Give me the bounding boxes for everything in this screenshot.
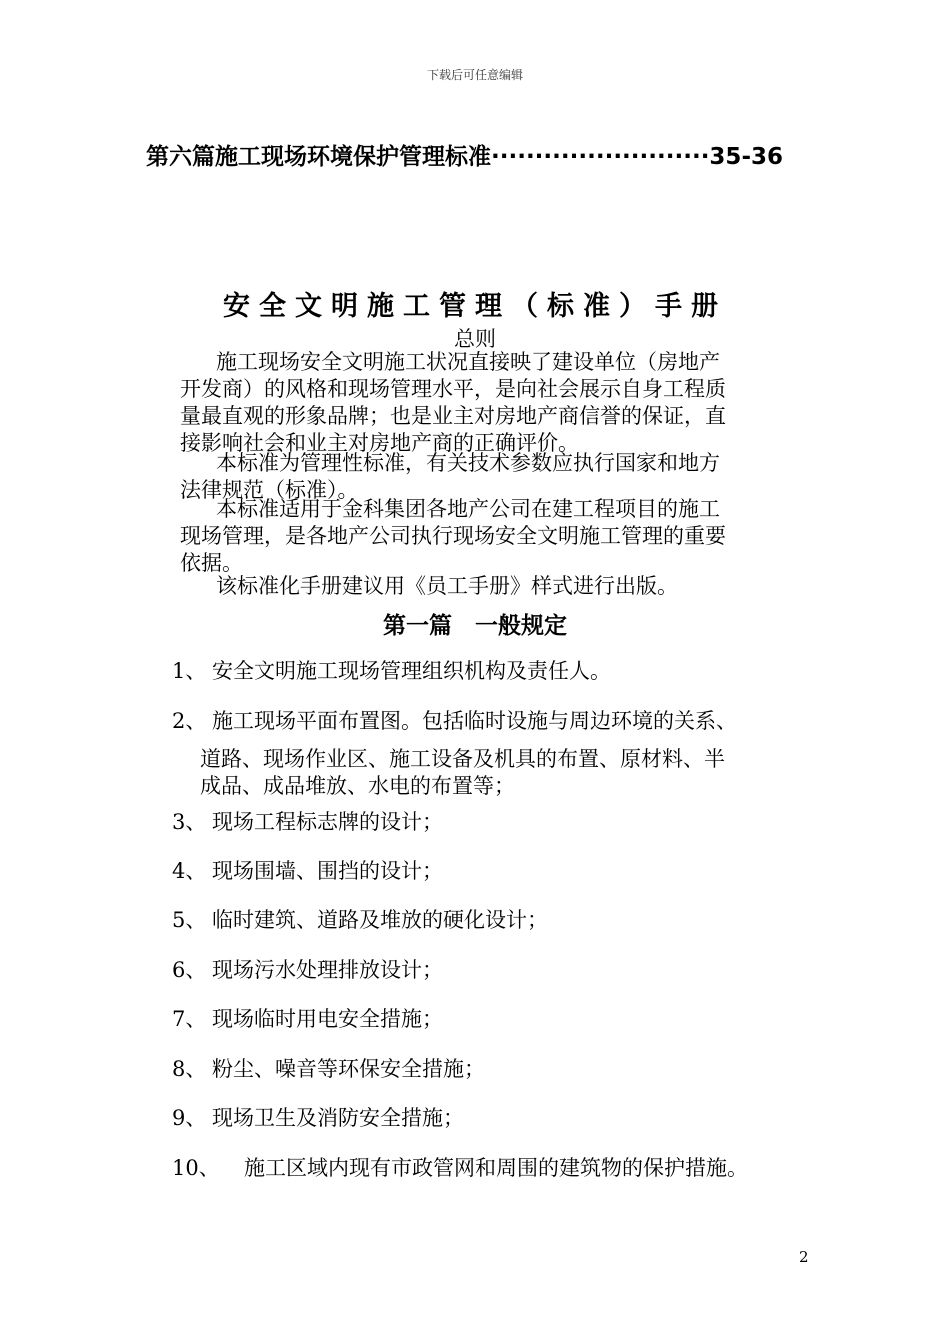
list-item-number: 2、 xyxy=(172,709,207,733)
list-item xyxy=(172,1056,485,1083)
list-item-number: 9、 xyxy=(172,1106,207,1130)
list-item-number: 1、 xyxy=(172,659,207,683)
list-item-number: 10、 xyxy=(172,1156,220,1180)
list-item-text: 现场卫生及消防安全措施； xyxy=(212,1106,464,1130)
chapter-title: 第一篇 一般规定 xyxy=(383,613,567,639)
list-item xyxy=(172,1006,443,1033)
list-item-continuation: 成品、成品堆放、水电的布置等； xyxy=(200,774,515,798)
paragraph-line: 依据。 xyxy=(180,551,243,575)
paragraph-line: 施工现场安全文明施工状况直接映了建设单位（房地产 xyxy=(216,350,720,374)
paragraph-publishing xyxy=(180,573,830,600)
paragraph-line: 接影响社会和业主对房地产商的正确评价。 xyxy=(180,431,579,455)
paragraph-line: 本标准为管理性标准，有关技术参数应执行国家和地方 xyxy=(216,451,720,475)
list-item-text: 粉尘、噪音等环保安全措施； xyxy=(212,1057,485,1081)
list-item-text: 现场工程标志牌的设计； xyxy=(212,810,443,834)
paragraph-line: 该标准化手册建议用《员工手册》样式进行出版。 xyxy=(216,574,678,598)
list-item-number: 6、 xyxy=(172,958,207,982)
page-number: 2 xyxy=(799,1248,809,1266)
list-item-number: 4、 xyxy=(172,859,207,883)
list-item xyxy=(172,809,443,836)
list-item-text: 现场围墙、围挡的设计； xyxy=(212,859,443,883)
list-item-text: 现场污水处理排放设计； xyxy=(212,958,443,982)
list-item-text: 安全文明施工现场管理组织机构及责任人。 xyxy=(212,659,611,683)
paragraph-line: 开发商）的风格和现场管理水平，是向社会展示自身工程质 xyxy=(180,377,726,401)
list-item-text: 临时建筑、道路及堆放的硬化设计； xyxy=(212,908,548,932)
paragraph-line: 现场管理，是各地产公司执行现场安全文明施工管理的重要 xyxy=(180,524,726,548)
toc-entry: 第六篇施工现场环境保护管理标准·························35-36 xyxy=(146,144,783,170)
list-item xyxy=(172,907,548,934)
list-item xyxy=(172,708,737,735)
list-item xyxy=(172,1105,464,1132)
paragraph-scope xyxy=(180,496,830,577)
paragraph-line: 本标准适用于金科集团各地产公司在建工程项目的施工 xyxy=(216,497,720,521)
list-item-number: 3、 xyxy=(172,810,207,834)
list-item-continuation: 道路、现场作业区、施工设备及机具的布置、原材料、半 xyxy=(200,747,725,771)
list-item xyxy=(172,858,443,885)
paragraph-line: 量最直观的形象品牌；也是业主对房地产商信誉的保证，直 xyxy=(180,404,726,428)
list-item-text: 施工现场平面布置图。包括临时设施与周边环境的关系、 xyxy=(212,709,737,733)
list-item-text: 施工区域内现有市政管网和周围的建筑物的保护措施。 xyxy=(244,1156,748,1180)
list-item-number: 8、 xyxy=(172,1057,207,1081)
list-item xyxy=(172,658,611,685)
general-heading: 总则 xyxy=(454,327,496,351)
list-item-number: 5、 xyxy=(172,908,207,932)
list-item-text: 现场临时用电安全措施； xyxy=(212,1007,443,1031)
list-item-number: 7、 xyxy=(172,1007,207,1031)
list-item xyxy=(172,1155,748,1182)
paragraph-line: 法律规范（标准）。 xyxy=(180,478,359,502)
list-item xyxy=(172,957,443,984)
header-note: 下载后可任意编辑 xyxy=(426,68,523,82)
page-title: 安全文明施工管理（标准）手册 xyxy=(223,291,727,322)
paragraph-intro xyxy=(180,349,830,457)
